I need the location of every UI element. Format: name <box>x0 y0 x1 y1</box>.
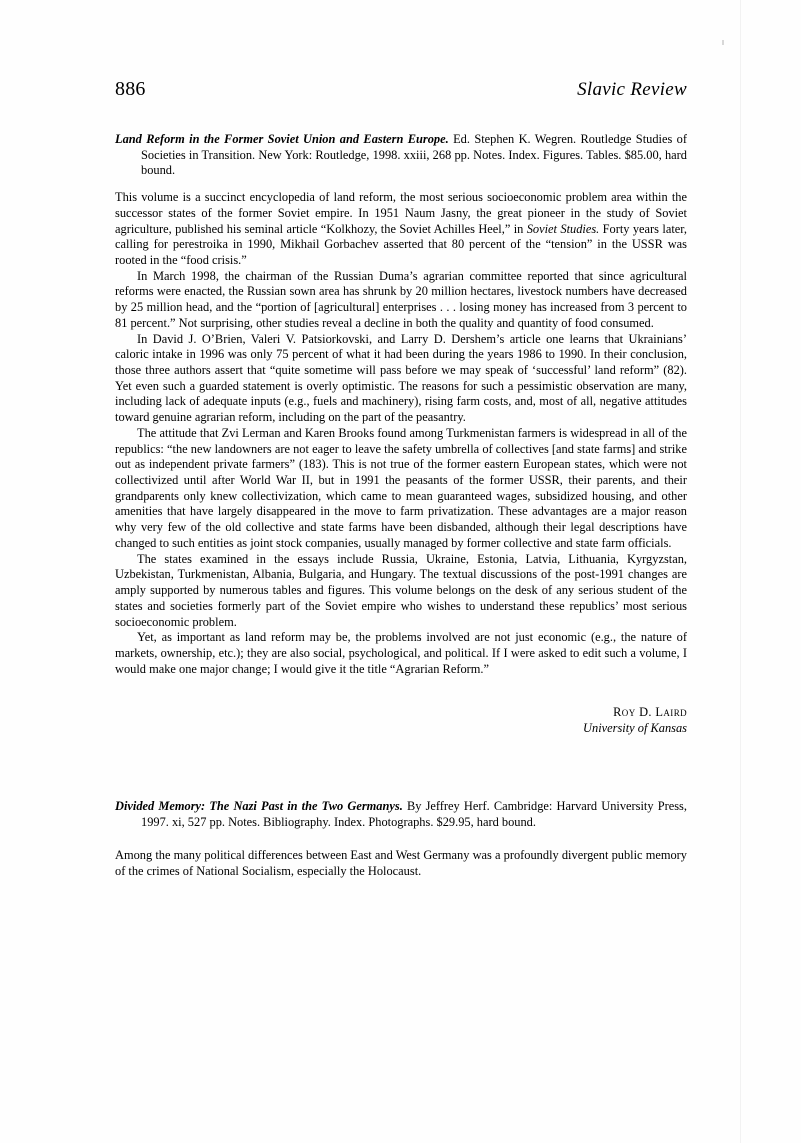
review-headnote <box>115 799 687 830</box>
book-title: Divided Memory: The Nazi Past in the Two Germanys. <box>115 798 403 813</box>
body-paragraph <box>115 426 687 552</box>
review-headnote <box>115 132 687 179</box>
body-paragraph <box>115 269 687 332</box>
running-head <box>115 78 687 101</box>
review-entry <box>115 799 687 880</box>
paragraph-text: Yet, as important as land reform may be, the problems involved are not just economic (e.g., the nature of markets, ownership, etc.); they are also social, psychological, and political. If I were asked to edit such a volume, I would make one major change; I would give it the title “Agrarian Reform.” <box>115 630 687 676</box>
body-paragraph <box>115 190 687 269</box>
scan-speck <box>722 40 724 45</box>
text-column <box>115 132 687 880</box>
scan-edge-line <box>740 0 741 1143</box>
review-body <box>115 190 687 677</box>
paragraph-text: The attitude that Zvi Lerman and Karen Brooks found among Turkmenistan farmers is widespread in all of the republics: “the new landowners are not eager to leave the safety umbrella of collectives [and state farms] and strike out as independent private farmers” (183). This is not true of the former eastern European states, which were not collectivized until after World War II, but in 1991 the peasants of the former USSR, their parents, and their grandparents only knew collectivization, which came to mean guaranteed wages, subsidized housing, and other amenities that have largely disappeared in the move to farm privatization. These advantages are a major reason why very few of the old collective and state farms have been disbanded, although their legal descriptions have changed to such entities as joint stock companies, usually managed by former collective and state farm officials. <box>115 425 687 550</box>
paragraph-text: In David J. O’Brien, Valeri V. Patsiorkovski, and Larry D. Dershem’s article one learns that Ukrainians’ caloric intake in 1996 was only 75 percent of what it had been during the years 1986 to 1990. In their conclusion, those three authors assert that “quite sometime will pass before we may speak of ‘successful’ land reform” (82). Yet even such a guarded statement is overly optimistic. The reasons for such a pessimistic observation are many, including lack of adequate inputs (e.g., fuels and machinery), rising farm costs, and, most of all, negative attitudes toward genuine agrarian reform, including on the part of the peasantry. <box>115 331 687 425</box>
review-body <box>115 848 687 879</box>
reviewer-name: Roy D. Laird <box>613 705 687 720</box>
book-title: Land Reform in the Former Soviet Union and Eastern Europe. <box>115 132 449 146</box>
paragraph-text: Among the many political differences between East and West Germany was a profoundly divergent public memory of the crimes of National Socialism, especially the Holocaust. <box>115 848 687 878</box>
journal-title: Slavic Review <box>577 79 687 100</box>
paragraph-text: This volume is a succinct encyclopedia of land reform, the most serious socioeconomic problem area within the successor states of the former Soviet empire. In 1951 Naum Jasny, the great pioneer in the study of Soviet agriculture, published his seminal article “Kolkhozy, the Soviet Achilles Heel,” in <box>115 190 687 236</box>
publication-details: By Jeffrey Herf. Cambridge: Harvard University Press, 1997. xi, 527 pp. Notes. Bibliography. Index. Photographs. $29.95, hard bound. <box>141 798 687 829</box>
italic-title: Soviet Studies. <box>526 221 600 236</box>
publication-details: Ed. Stephen K. Wegren. Routledge Studies of Societies in Transition. New York: Routledge, 1998. xxiii, 268 pp. Notes. Index. Figures. Tables. $85.00, hard bound. <box>141 132 687 178</box>
body-paragraph <box>115 848 687 879</box>
reviews-list <box>115 132 687 880</box>
body-paragraph <box>115 630 687 677</box>
reviewer-affiliation: University of Kansas <box>583 721 687 736</box>
body-paragraph <box>115 552 687 631</box>
page-number: 886 <box>115 78 146 100</box>
body-paragraph <box>115 332 687 426</box>
reviewer-signature <box>115 705 687 736</box>
review-entry <box>115 132 687 737</box>
paragraph-text: The states examined in the essays include Russia, Ukraine, Estonia, Latvia, Lithuania, Kyrgyzstan, Uzbekistan, Turkmenistan, Albania, Bulgaria, and Hungary. The textual discussions of the post-1991 changes are amply supported by numerous tables and figures. This volume belongs on the desk of any serious student of the states and societies formerly part of the Soviet empire who wishes to understand these republics’ most serious socioeconomic problem. <box>115 551 687 629</box>
paragraph-text: Forty years later, calling for perestroika in 1990, Mikhail Gorbachev asserted that 80 percent of the “tension” in the USSR was rooted in the “food crisis.” <box>115 221 687 267</box>
paragraph-text: In March 1998, the chairman of the Russian Duma’s agrarian committee reported that since agricultural reforms were enacted, the Russian sown area has shrunk by 20 million hectares, livestock numbers have decreased by 25 million head, and the “portion of [agricultural] enterprises . . . losing money has increased from 3 percent to 81 percent.” Not surprising, other studies reveal a decline in both the quality and quantity of food consumed. <box>115 268 687 330</box>
